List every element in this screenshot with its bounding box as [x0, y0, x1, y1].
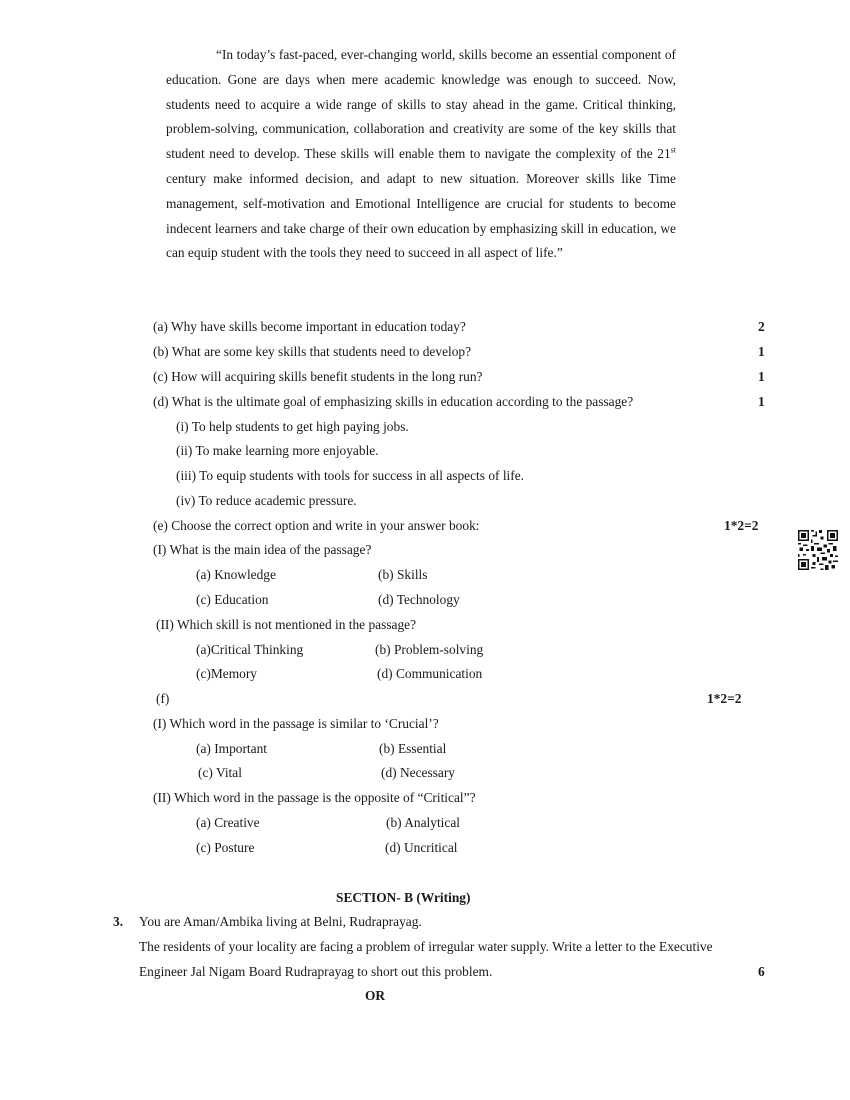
question-c: (c) How will acquiring skills benefit students in the long run?	[153, 369, 483, 384]
question-d-option: (iv) To reduce academic pressure.	[176, 493, 357, 508]
question-d-option: (iii) To equip students with tools for success in all aspects of life.	[176, 468, 525, 483]
option-c: (c)Memory	[196, 666, 257, 681]
question-3-line-1: You are Aman/Ambika living at Belni, Rudraprayag.	[139, 914, 422, 929]
qr-code-icon	[798, 530, 838, 570]
option-d: (d) Necessary	[381, 765, 455, 780]
option-a: (a) Important	[196, 741, 268, 756]
passage-text-part2: century make informed decision, and adapt to new situation. Moreover skills like Time management, self-motivation and Emotional Intelligence are crucial for students to become indecent learners and take charge of their own education by emphasizing skill in education, we can equip student with the tools they need to succeed in all aspect of life.”	[166, 170, 676, 261]
or-separator: OR	[365, 988, 386, 1003]
section-heading: SECTION- B (Writing)	[336, 890, 471, 905]
question-d: (d) What is the ultimate goal of emphasizing skills in education according to the passage?	[153, 394, 634, 409]
option-d: (d) Uncritical	[385, 840, 458, 855]
option-d: (d) Technology	[378, 592, 460, 607]
question-f-marks: 1*2=2	[707, 691, 742, 706]
question-d-marks: 1	[758, 394, 765, 409]
question-f-sub-1: (I) Which word in the passage is similar to ‘Crucial’?	[153, 716, 439, 731]
passage-superscript: st	[670, 145, 676, 155]
comprehension-passage	[166, 43, 676, 266]
question-d-option: (i) To help students to get high paying jobs.	[176, 419, 409, 434]
question-e: (e) Choose the correct option and write in your answer book:	[153, 518, 480, 533]
question-e-sub-2: (II) Which skill is not mentioned in the passage?	[156, 617, 417, 632]
question-f: (f)	[156, 691, 170, 706]
option-a: (a)Critical Thinking	[196, 642, 304, 657]
question-3-marks: 6	[758, 964, 765, 979]
passage-text-part1: “In today’s fast-paced, ever-changing world, skills become an essential component of education. Gone are days when mere academic knowledge was enough to succeed. Now, students need to acquire a wide range of skills to stay ahead in the game. Critical thinking, problem-solving, communication, collaboration and creativity are some of the key skills that student need to develop. These skills will enable them to navigate the complexity of the 21	[166, 47, 676, 162]
option-a: (a) Knowledge	[196, 567, 276, 582]
question-3-line-3: Engineer Jal Nigam Board Rudraprayag to short out this problem.	[139, 964, 493, 979]
question-e-marks: 1*2=2	[724, 518, 759, 533]
question-3-line-2: The residents of your locality are facing a problem of irregular water supply. Write a letter to the Executive	[139, 939, 713, 954]
option-b: (b) Analytical	[386, 815, 460, 830]
question-b: (b) What are some key skills that students need to develop?	[153, 344, 472, 359]
option-d: (d) Communication	[377, 666, 483, 681]
question-a: (a) Why have skills become important in education today?	[153, 319, 466, 334]
option-c: (c) Vital	[198, 765, 242, 780]
option-b: (b) Skills	[378, 567, 428, 582]
question-b-marks: 1	[758, 344, 765, 359]
option-b: (b) Problem-solving	[375, 642, 484, 657]
question-number: 3.	[113, 914, 124, 929]
passage-paragraph	[166, 43, 676, 266]
question-a-marks: 2	[758, 319, 765, 334]
question-c-marks: 1	[758, 369, 765, 384]
option-c: (c) Education	[196, 592, 269, 607]
question-f-sub-2: (II) Which word in the passage is the opposite of “Critical”?	[153, 790, 476, 805]
option-c: (c) Posture	[196, 840, 255, 855]
question-e-sub-1: (I) What is the main idea of the passage?	[153, 542, 372, 557]
question-d-option: (ii) To make learning more enjoyable.	[176, 443, 379, 458]
option-b: (b) Essential	[379, 741, 447, 756]
option-a: (a) Creative	[196, 815, 260, 830]
